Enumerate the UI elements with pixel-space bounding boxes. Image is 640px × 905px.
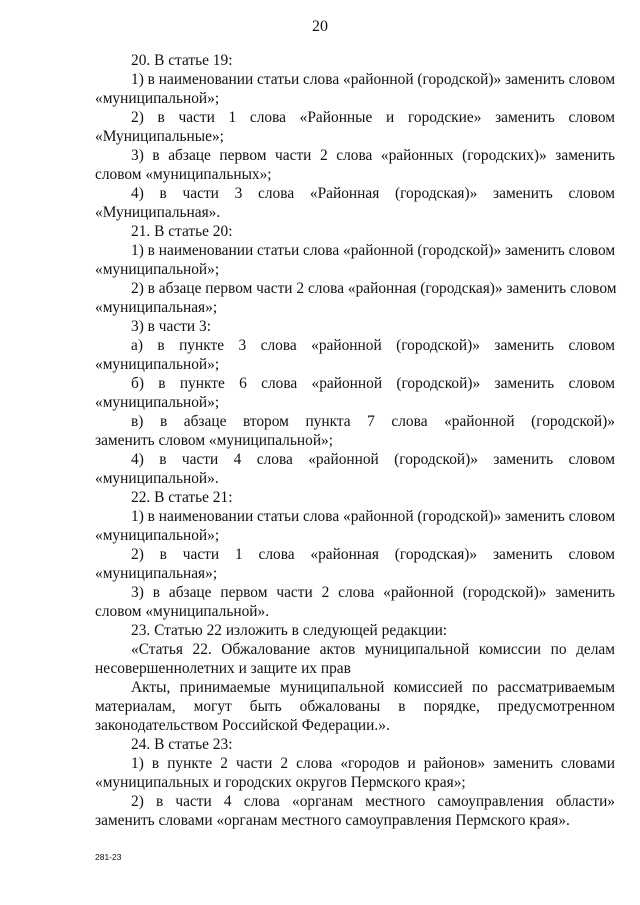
- text-line: «муниципальной»;: [95, 261, 220, 278]
- text-line: словом «муниципальных»;: [95, 166, 272, 183]
- text-line: «муниципальной»;: [95, 90, 220, 107]
- text-line: заменить словами «органам местного самоуправления Пермского края».: [95, 812, 570, 829]
- text-line: «Муниципальные»;: [95, 128, 224, 145]
- text-line: б) в пункте 6 слова «районной (городской)» заменить словом: [131, 375, 615, 392]
- text-line: «муниципальных и городских округов Пермского края»;: [95, 774, 466, 791]
- text-line: а) в пункте 3 слова «районной (городской)» заменить словом: [131, 337, 615, 354]
- text-line: 2) в части 4 слова «органам местного самоуправления области»: [131, 793, 615, 810]
- text-line: 2) в части 1 слова «Районные и городские» заменить словом: [131, 109, 615, 126]
- text-line: 2) в части 1 слова «районная (городская)» заменить словом: [131, 546, 615, 563]
- page-number: 20: [312, 18, 328, 35]
- text-line: Акты, принимаемые муниципальной комиссией по рассматриваемым: [131, 679, 615, 696]
- document-code: 281-23: [95, 852, 122, 862]
- text-line: законодательством Российской Федерации.».: [95, 717, 390, 734]
- section-heading-22: 22. В статье 21:: [131, 489, 233, 506]
- text-line: 3) в абзаце первом части 2 слова «районных (городских)» заменить: [131, 147, 615, 164]
- text-line: словом «муниципальной».: [95, 603, 270, 620]
- section-heading-24: 24. В статье 23:: [131, 736, 233, 753]
- text-line: «муниципальной»;: [95, 527, 220, 544]
- text-line: 1) в наименовании статьи слова «районной (городской)» заменить словом: [131, 242, 616, 259]
- section-heading-21: 21. В статье 20:: [131, 223, 233, 240]
- text-line: «муниципальной»;: [95, 394, 220, 411]
- text-line: 1) в наименовании статьи слова «районной (городской)» заменить словом: [131, 71, 616, 88]
- text-line: несовершеннолетних и защите их прав: [95, 660, 351, 677]
- text-line: заменить словом «муниципальной»;: [95, 432, 334, 449]
- text-line: 1) в пункте 2 части 2 слова «городов и районов» заменить словами: [131, 755, 615, 772]
- text-line: 4) в части 4 слова «районной (городской)» заменить словом: [131, 451, 615, 468]
- text-line: материалам, могут быть обжалованы в порядке, предусмотренном: [95, 698, 615, 715]
- text-line: в) в абзаце втором пункта 7 слова «районной (городской)»: [131, 413, 615, 430]
- text-line: 3) в части 3:: [131, 318, 211, 335]
- text-line: «муниципальной»;: [95, 356, 220, 373]
- text-line: «муниципальной».: [95, 470, 219, 487]
- section-heading-20: 20. В статье 19:: [131, 52, 233, 69]
- text-line: «муниципальная»;: [95, 565, 218, 582]
- text-line: «муниципальная»;: [95, 299, 218, 316]
- text-line: 2) в абзаце первом части 2 слова «районная (городская)» заменить словом: [131, 280, 617, 297]
- text-line: 3) в абзаце первом части 2 слова «районной (городской)» заменить: [131, 584, 615, 601]
- text-line: 1) в наименовании статьи слова «районной (городской)» заменить словом: [131, 508, 616, 525]
- section-heading-23: 23. Статью 22 изложить в следующей редакции:: [131, 622, 448, 639]
- text-line: «Муниципальная».: [95, 204, 221, 221]
- text-line: «Статья 22. Обжалование актов муниципальной комиссии по делам: [131, 641, 615, 658]
- text-line: 4) в части 3 слова «Районная (городская)» заменить словом: [131, 185, 615, 202]
